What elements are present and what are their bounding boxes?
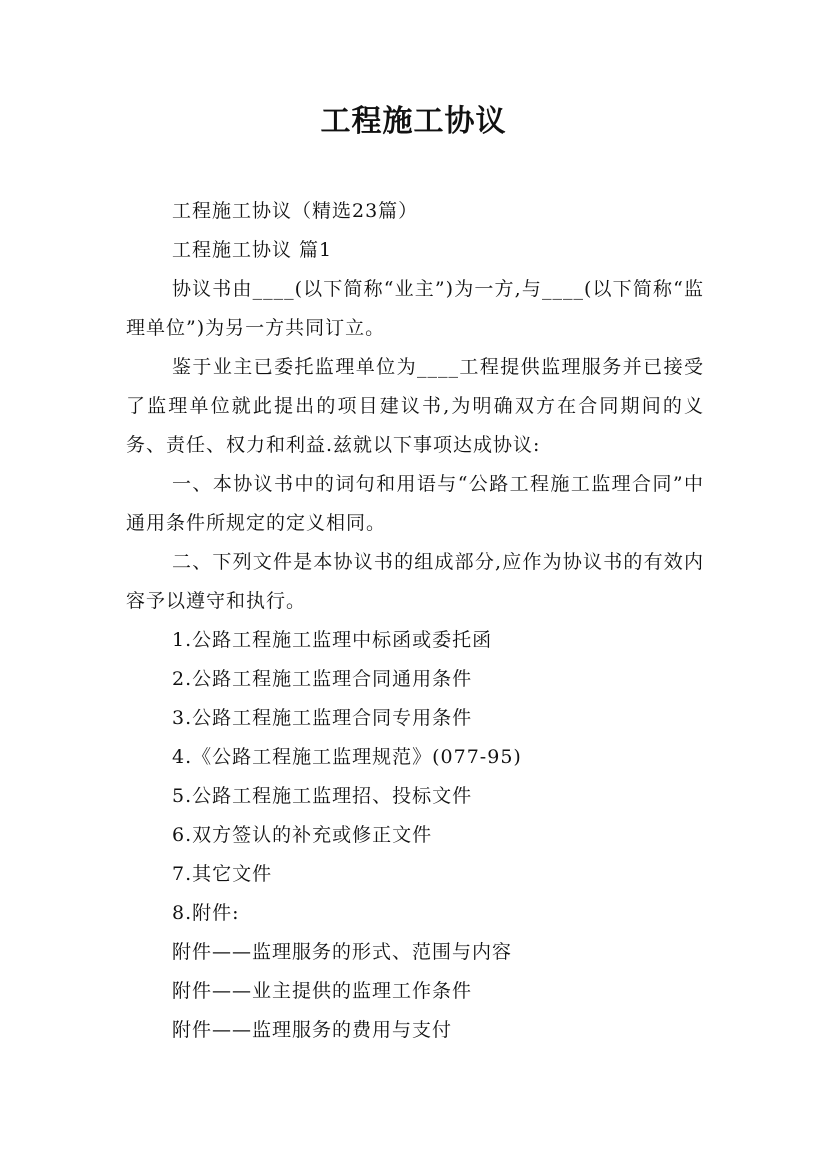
paragraph: 一、本协议书中的词句和用语与“公路工程施工监理合同”中通用条件所规定的定义相同。 [126, 473, 704, 534]
list-item: 2.公路工程施工监理合同通用条件 [172, 668, 473, 690]
paragraph: 协议书由____(以下简称“业主”)为一方,与____(以下简称“监理单位”)为另一方共同订立。 [126, 278, 704, 339]
list-item: 7.其它文件 [172, 863, 273, 885]
document-subtitle: 工程施工协议（精选23篇） [172, 200, 419, 222]
list-item: 3.公路工程施工监理合同专用条件 [172, 707, 473, 729]
list-item: 6.双方签认的补充或修正文件 [172, 824, 433, 846]
list-item: 5.公路工程施工监理招、投标文件 [172, 785, 473, 807]
paragraph: 二、下列文件是本协议书的组成部分,应作为协议书的有效内容予以遵守和执行。 [126, 551, 704, 612]
list-item: 1.公路工程施工监理中标函或委托函 [172, 629, 493, 651]
paragraph: 鉴于业主已委托监理单位为____工程提供监理服务并已接受了监理单位就此提出的项目建议书,为明确双方在合同期间的义务、责任、权力和利益.兹就以下事项达成协议: [126, 356, 704, 456]
attachment-item: 附件——业主提供的监理工作条件 [172, 980, 473, 1002]
section-heading: 工程施工协议 篇1 [172, 239, 333, 261]
attachment-item: 附件——监理服务的形式、范围与内容 [172, 941, 513, 963]
document-title: 工程施工协议 [320, 104, 507, 139]
attachment-item: 附件——监理服务的费用与支付 [172, 1019, 453, 1041]
list-item: 8.附件: [172, 902, 240, 924]
list-item: 4.《公路工程施工监理规范》(077-95) [172, 746, 522, 768]
document-body [126, 192, 704, 1050]
